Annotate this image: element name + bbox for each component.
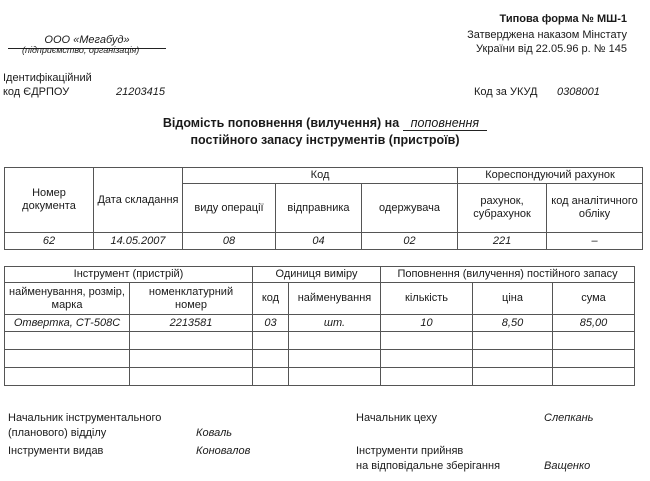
empty-row: [5, 368, 635, 386]
document-header-table: [4, 167, 643, 250]
header-tool-group: Інструмент (пристрій): [5, 267, 253, 283]
shop-head-signature: Слепкань: [544, 412, 594, 424]
cell-sum: 85,00: [553, 315, 635, 332]
cell-nomenclature: 2213581: [130, 315, 253, 332]
header-account-group: Кореспондуючий рахунок: [458, 168, 643, 184]
tool-head-label-line-2: (планового) відділу: [8, 427, 107, 439]
header-unit-group: Одиниця виміру: [253, 267, 381, 283]
table-row: [5, 315, 635, 332]
organization-name: ООО «Мегабуд»: [44, 34, 130, 46]
empty-row: [5, 350, 635, 368]
header-unit-code: код: [253, 283, 289, 315]
accepted-signature: Ващенко: [544, 460, 591, 472]
header-date: Дата складання: [94, 168, 183, 233]
issued-label: Інструменти видав: [8, 445, 104, 457]
header-replenish-group: Поповнення (вилучення) постійного запасу: [381, 267, 635, 283]
cell-unit-code: 03: [253, 315, 289, 332]
header-doc-number: Номер документа: [5, 168, 94, 233]
cell-price: 8,50: [473, 315, 553, 332]
ukud-value: 0308001: [557, 86, 600, 98]
accepted-label-line-2: на відповідальне зберігання: [356, 460, 501, 472]
cell-analytic: –: [547, 233, 643, 250]
tool-head-label-line-1: Начальник інструментального: [8, 412, 162, 424]
header-receiver: одержувача: [362, 184, 458, 233]
shop-head-label: Начальник цеху: [356, 412, 437, 424]
header-qty: кількість: [381, 283, 473, 315]
header-unit-name: найменування: [289, 283, 381, 315]
tools-table: [4, 266, 635, 386]
cell-sender: 04: [276, 233, 362, 250]
cell-date: 14.05.2007: [94, 233, 183, 250]
header-price: ціна: [473, 283, 553, 315]
ukud-label: Код за УКУД: [474, 86, 538, 98]
ident-label-line-2: код ЄДРПОУ: [3, 86, 70, 98]
cell-doc-number: 62: [5, 233, 94, 250]
title-type-value: поповнення: [403, 116, 487, 131]
cell-qty: 10: [381, 315, 473, 332]
form-title: Типова форма № МШ-1: [499, 13, 627, 25]
document-title-line-1: [0, 116, 650, 131]
approval-line-2: України від 22.05.96 р. № 145: [476, 43, 627, 55]
cell-account: 221: [458, 233, 547, 250]
approval-line-1: Затверджена наказом Мінстату: [467, 29, 627, 41]
header-code-group: Код: [183, 168, 458, 184]
header-name: найменування, розмір, марка: [5, 283, 130, 315]
cell-tool-name: Отвертка, СТ-508С: [5, 315, 130, 332]
document-title-line-2: постійного запасу інструментів (пристроїв): [190, 133, 460, 147]
header-analytic: код аналітичного обліку: [547, 184, 643, 233]
issued-signature: Коновалов: [196, 445, 251, 457]
tool-head-signature: Коваль: [196, 427, 233, 439]
header-sender: відправника: [276, 184, 362, 233]
cell-receiver: 02: [362, 233, 458, 250]
header-operation: виду операції: [183, 184, 276, 233]
accepted-label-line-1: Інструменти прийняв: [356, 445, 464, 457]
table-row: [5, 233, 643, 250]
header-nomenclature: номенклатурний номер: [130, 283, 253, 315]
ident-code-value: 21203415: [116, 86, 165, 98]
cell-operation: 08: [183, 233, 276, 250]
organization-caption: (підприємство, організація): [22, 45, 140, 55]
header-account: рахунок, субрахунок: [458, 184, 547, 233]
ident-label-line-1: Ідентифікаційний: [3, 72, 92, 84]
cell-unit-name: шт.: [289, 315, 381, 332]
header-sum: сума: [553, 283, 635, 315]
title-prefix: Відомість поповнення (вилучення) на: [162, 116, 400, 130]
empty-row: [5, 332, 635, 350]
